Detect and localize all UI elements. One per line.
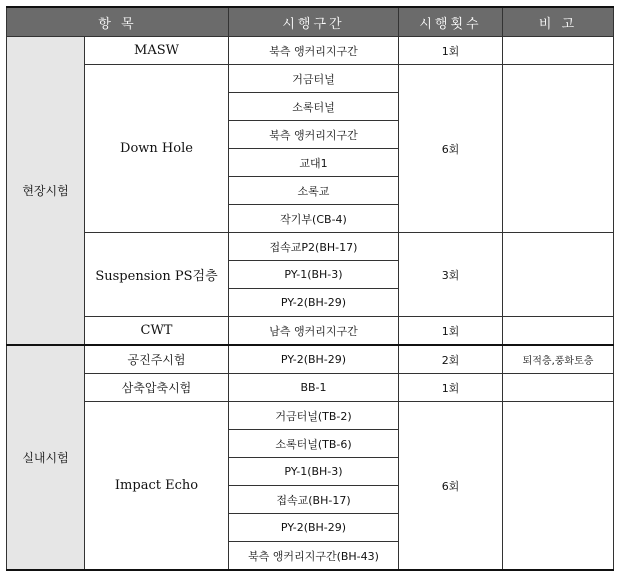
group-lab-tests: 실내시험 [7, 345, 85, 570]
section-cell: PY-1(BH-3) [229, 458, 399, 486]
table-row [7, 233, 614, 261]
note-cell [503, 65, 614, 233]
table-row [7, 345, 614, 374]
item-impact-echo: Impact Echo [85, 402, 229, 571]
section-cell: 접속교(BH-17) [229, 486, 399, 514]
section-cell: 소록교 [229, 177, 399, 205]
item-cwt: CWT [85, 317, 229, 346]
header-section: 시행구간 [229, 7, 399, 37]
note-cell [503, 402, 614, 571]
count-cell: 1회 [399, 37, 503, 65]
table-row [7, 65, 614, 93]
section-cell: 거금터널(TB-2) [229, 402, 399, 430]
section-cell: 북측 앵커리지구간 [229, 121, 399, 149]
table-row [7, 317, 614, 346]
section-cell: 거금터널 [229, 65, 399, 93]
section-cell: 작기부(CB-4) [229, 205, 399, 233]
note-cell [503, 317, 614, 346]
note-cell [503, 233, 614, 317]
section-cell: PY-2(BH-29) [229, 514, 399, 542]
section-cell: 소록터널(TB-6) [229, 430, 399, 458]
section-cell: 북측 앵커리지구간(BH-43) [229, 542, 399, 571]
section-cell: PY-1(BH-3) [229, 261, 399, 289]
item-down-hole: Down Hole [85, 65, 229, 233]
header-item: 항 목 [7, 7, 229, 37]
section-cell: 접속교P2(BH-17) [229, 233, 399, 261]
section-cell: BB-1 [229, 374, 399, 402]
item-suspension-ps: Suspension PS검층 [85, 233, 229, 317]
count-cell: 6회 [399, 65, 503, 233]
section-cell: PY-2(BH-29) [229, 289, 399, 317]
count-cell: 1회 [399, 374, 503, 402]
header-note: 비 고 [503, 7, 614, 37]
header-count: 시행횟수 [399, 7, 503, 37]
item-masw: MASW [85, 37, 229, 65]
section-cell: 남측 앵커리지구간 [229, 317, 399, 346]
section-cell: PY-2(BH-29) [229, 345, 399, 374]
count-cell: 2회 [399, 345, 503, 374]
table-row [7, 374, 614, 402]
test-schedule-table [6, 6, 614, 571]
item-resonant-column: 공진주시험 [85, 345, 229, 374]
item-triaxial: 삼축압축시험 [85, 374, 229, 402]
note-cell [503, 374, 614, 402]
note-cell [503, 37, 614, 65]
header-row [7, 7, 614, 37]
section-cell: 교대1 [229, 149, 399, 177]
count-cell: 3회 [399, 233, 503, 317]
table-row [7, 37, 614, 65]
group-field-tests: 현장시험 [7, 37, 85, 346]
section-cell: 북측 앵커리지구간 [229, 37, 399, 65]
count-cell: 1회 [399, 317, 503, 346]
table-row [7, 402, 614, 430]
section-cell: 소록터널 [229, 93, 399, 121]
count-cell: 6회 [399, 402, 503, 571]
note-cell: 퇴적층,풍화토층 [503, 345, 614, 374]
